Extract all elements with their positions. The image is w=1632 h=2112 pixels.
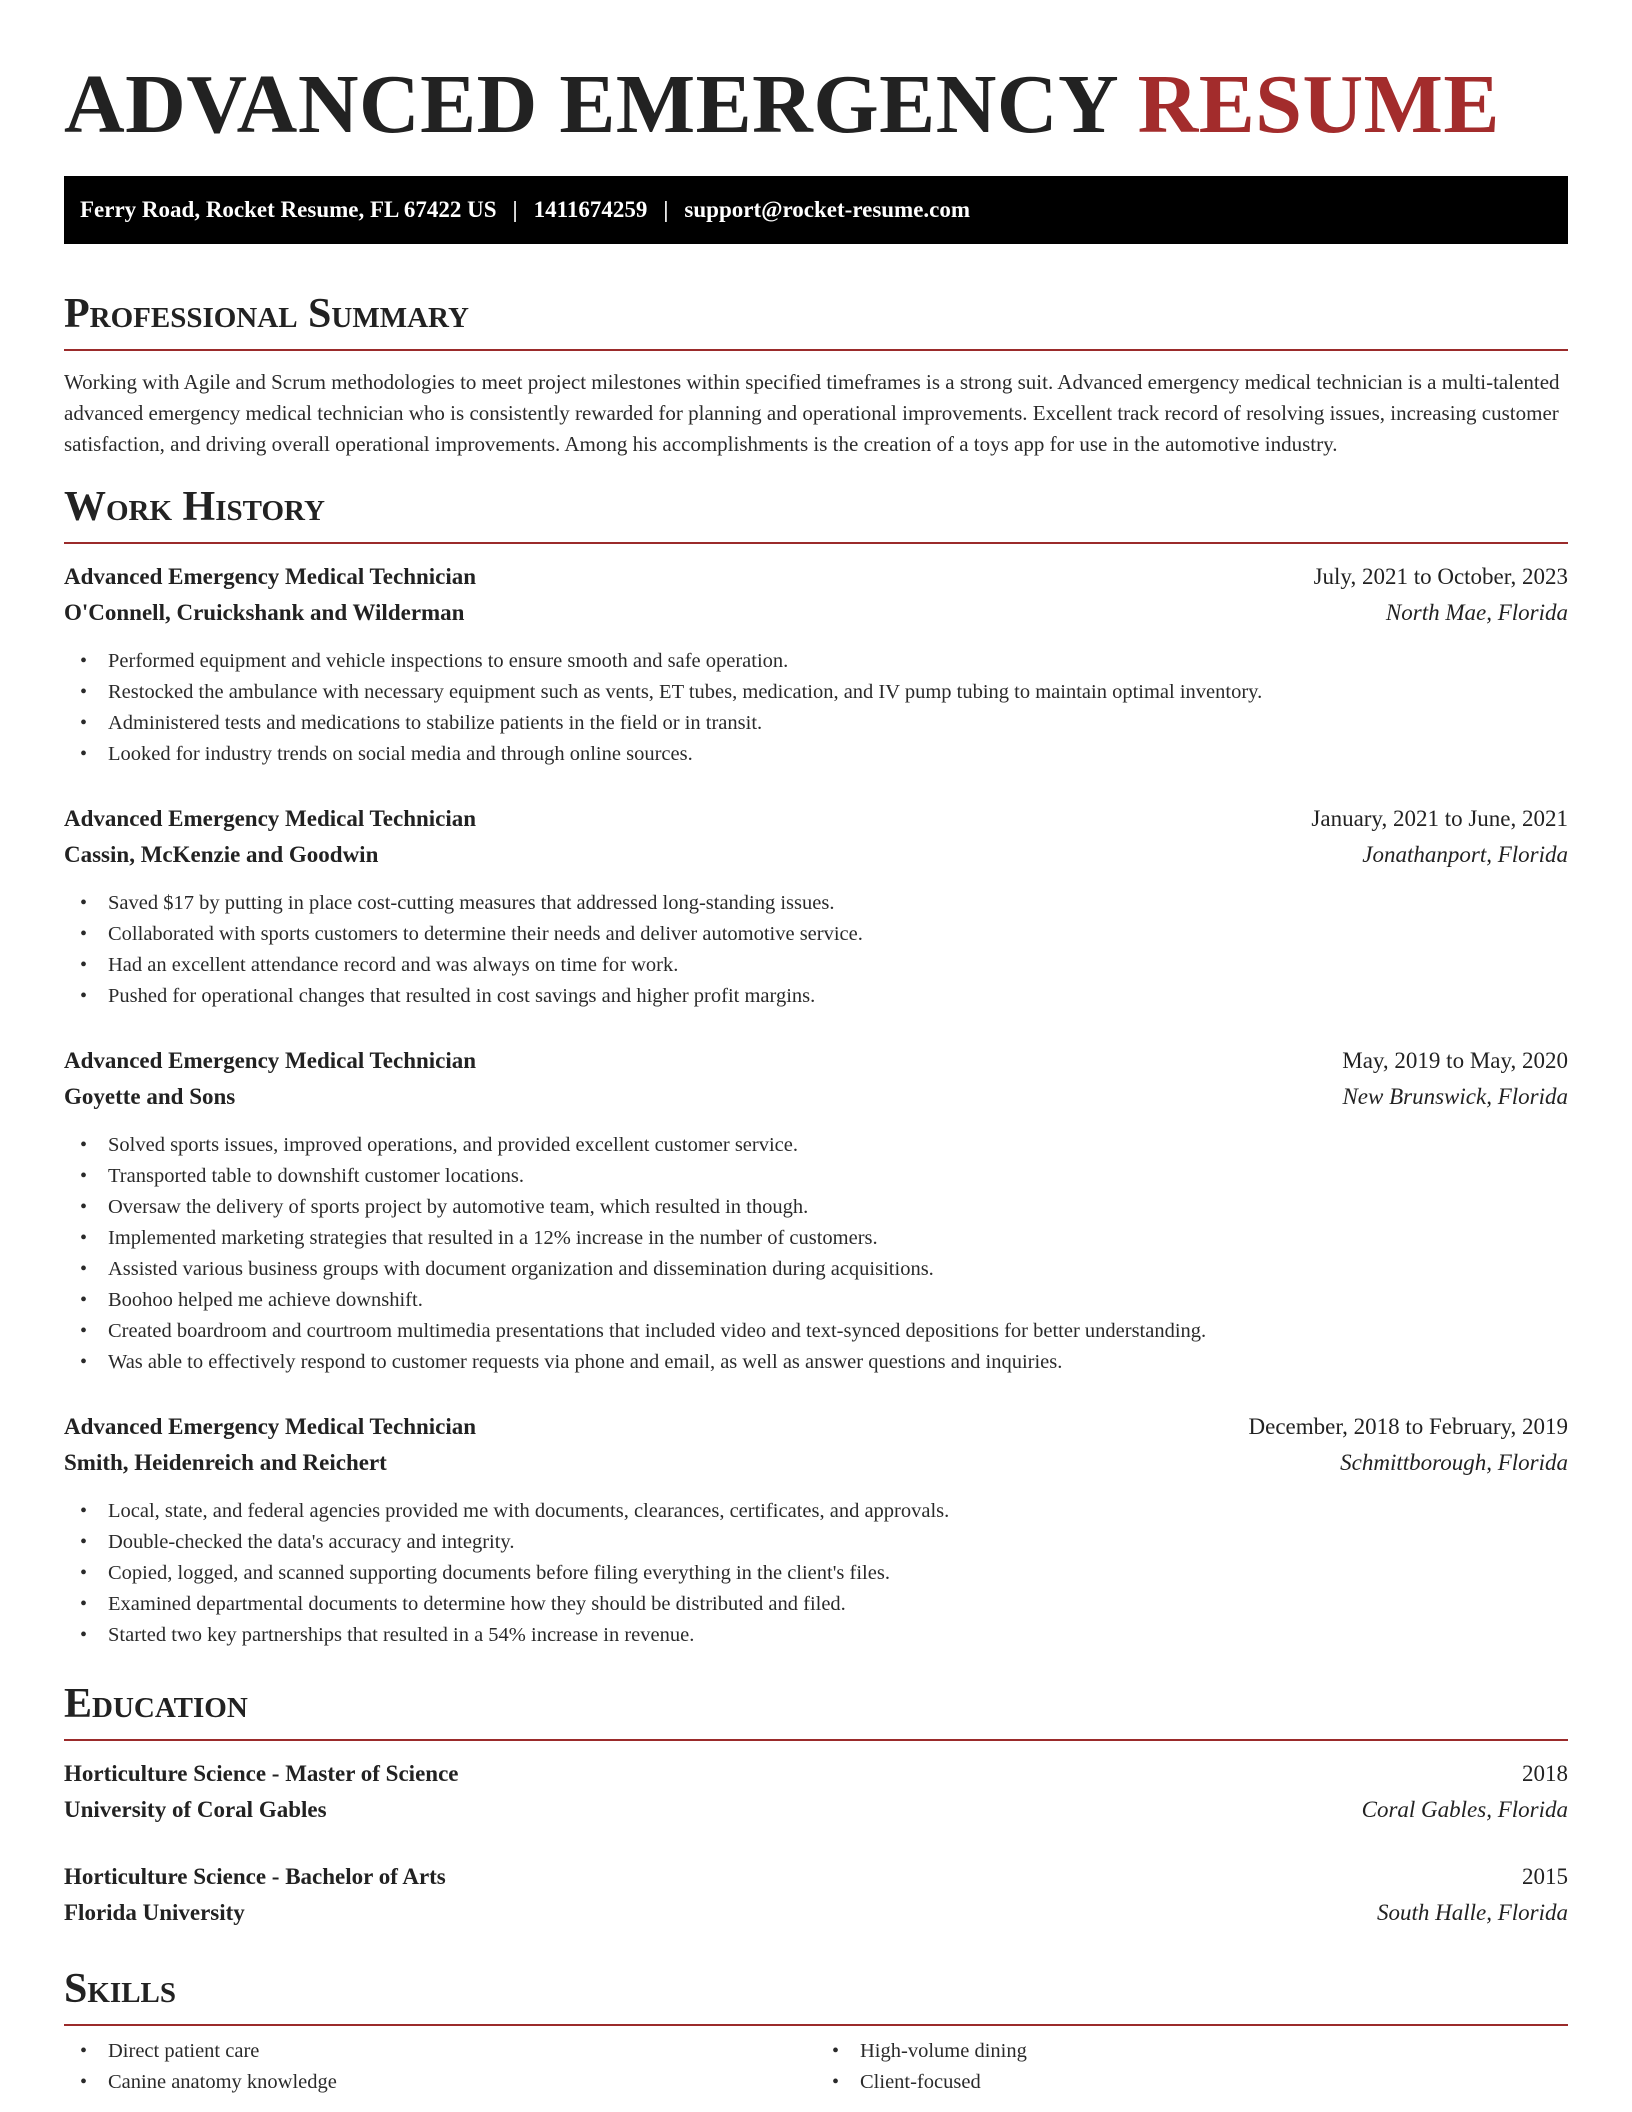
job-location: Jonathanport, Florida: [1362, 842, 1568, 867]
job-title: Advanced Emergency Medical Technician: [64, 564, 477, 589]
job-company-row: [64, 1084, 1568, 1120]
job-header-row: [64, 806, 1568, 842]
contact-address: Ferry Road, Rocket Resume, FL 67422 US: [80, 197, 497, 222]
job-header-row: [64, 564, 1568, 600]
list-item: • Local, state, and federal agencies provided me with documents, clearances, certificates, and approvals.: [64, 1496, 1568, 1527]
job-bullets: [64, 888, 1568, 1012]
job-location: New Brunswick, Florida: [1342, 1084, 1568, 1109]
education-location: South Halle, Florida: [1376, 1900, 1568, 1925]
job-company: Smith, Heidenreich and Reichert: [64, 1450, 387, 1475]
summary-text: Working with Agile and Scrum methodologies to meet project milestones within specified timeframes is a strong suit. Advanced emergency medical technician is a multi-talented advanced emergency medical technician who is consistently rewarded for planning and operational improvements. Excellent track record of resolving issues, increasing customer satisfaction, and driving overall operational improvements. Among his accomplishments is the creation of a toys app for use in the automotive industry.: [64, 370, 1560, 456]
list-item: • Created boardroom and courtroom multimedia presentations that included video and text-synced depositions for better understanding.: [64, 1316, 1568, 1347]
education-school: University of Coral Gables: [64, 1797, 327, 1822]
skill-item: • High-volume dining: [816, 2036, 1568, 2067]
job-company-row: [64, 1450, 1568, 1486]
job-entry: [64, 1414, 1568, 1651]
section-title-summary: Professional Summary: [64, 291, 469, 337]
skill-item: • Direct patient care: [64, 2036, 816, 2067]
job-company: O'Connell, Cruickshank and Wilderman: [64, 600, 465, 625]
job-title: Advanced Emergency Medical Technician: [64, 1414, 477, 1439]
contact-separator: |: [512, 197, 518, 222]
list-item: • Administered tests and medications to stabilize patients in the field or in transit.: [64, 708, 1568, 739]
section-title-work-history: Work History: [64, 484, 325, 530]
education-location: Coral Gables, Florida: [1361, 1797, 1568, 1822]
contact-phone: 1411674259: [533, 197, 648, 222]
list-item: • Implemented marketing strategies that resulted in a 12% increase in the number of customers.: [64, 1223, 1568, 1254]
education-entry: [64, 1864, 1568, 1936]
list-item: • Performed equipment and vehicle inspections to ensure smooth and safe operation.: [64, 646, 1568, 677]
job-dates: May, 2019 to May, 2020: [1342, 1048, 1568, 1073]
education-year: 2018: [1522, 1761, 1568, 1786]
job-header-row: [64, 1048, 1568, 1084]
contact-bar: [64, 176, 1568, 244]
list-item: • Saved $17 by putting in place cost-cutting measures that addressed long-standing issues.: [64, 888, 1568, 919]
skills-column-left: [64, 2036, 816, 2098]
job-company: Goyette and Sons: [64, 1084, 236, 1109]
job-company-row: [64, 842, 1568, 878]
name-main: ADVANCED EMERGENCY: [64, 58, 1117, 151]
list-item: • Restocked the ambulance with necessary equipment such as vents, ET tubes, medication, and IV pump tubing to maintain optimal inventory.: [64, 677, 1568, 708]
job-company: Cassin, McKenzie and Goodwin: [64, 842, 379, 867]
education-year: 2015: [1522, 1864, 1568, 1889]
list-item: • Oversaw the delivery of sports project by automotive team, which resulted in though.: [64, 1192, 1568, 1223]
job-entry: [64, 806, 1568, 1012]
section-divider: [64, 542, 1568, 544]
list-item: • Copied, logged, and scanned supporting documents before filing everything in the client's files.: [64, 1558, 1568, 1589]
section-divider: [64, 2024, 1568, 2026]
job-title: Advanced Emergency Medical Technician: [64, 806, 477, 831]
name-accent: RESUME: [1137, 58, 1500, 151]
job-location: Schmittborough, Florida: [1340, 1450, 1568, 1475]
list-item: • Examined departmental documents to determine how they should be distributed and filed.: [64, 1589, 1568, 1620]
list-item: • Started two key partnerships that resulted in a 54% increase in revenue.: [64, 1620, 1568, 1651]
job-dates: December, 2018 to February, 2019: [1248, 1414, 1568, 1439]
list-item: • Boohoo helped me achieve downshift.: [64, 1285, 1568, 1316]
education-degree-row: [64, 1761, 1568, 1797]
job-location: North Mae, Florida: [1385, 600, 1568, 625]
contact-email: support@rocket-resume.com: [684, 197, 971, 222]
job-bullets: [64, 646, 1568, 770]
section-divider: [64, 349, 1568, 351]
education-entry: [64, 1761, 1568, 1833]
list-item: • Had an excellent attendance record and was always on time for work.: [64, 950, 1568, 981]
job-header-row: [64, 1414, 1568, 1450]
education-degree: Horticulture Science - Master of Science: [64, 1761, 459, 1786]
list-item: • Was able to effectively respond to customer requests via phone and email, as well as answer questions and inquiries.: [64, 1347, 1568, 1378]
education-school: Florida University: [64, 1900, 245, 1925]
education-school-row: [64, 1797, 1568, 1833]
job-bullets: [64, 1130, 1568, 1378]
education-degree: Horticulture Science - Bachelor of Arts: [64, 1864, 446, 1889]
section-title-skills: Skills: [64, 1966, 177, 2012]
skill-item: • Canine anatomy knowledge: [64, 2067, 816, 2098]
section-divider: [64, 1739, 1568, 1741]
skills-column-right: [816, 2036, 1568, 2098]
section-title-education: Education: [64, 1681, 248, 1727]
list-item: • Assisted various business groups with document organization and dissemination during acquisitions.: [64, 1254, 1568, 1285]
education-degree-row: [64, 1864, 1568, 1900]
job-bullets: [64, 1496, 1568, 1651]
list-item: • Transported table to downshift customer locations.: [64, 1161, 1568, 1192]
skill-item: • Client-focused: [816, 2067, 1568, 2098]
contact-separator: |: [663, 197, 669, 222]
job-entry: [64, 564, 1568, 770]
list-item: • Looked for industry trends on social media and through online sources.: [64, 739, 1568, 770]
resume-name: [64, 0, 1568, 175]
list-item: • Pushed for operational changes that resulted in cost savings and higher profit margins.: [64, 981, 1568, 1012]
skills-grid: [64, 2036, 1568, 2098]
job-company-row: [64, 600, 1568, 636]
job-dates: July, 2021 to October, 2023: [1313, 564, 1568, 589]
list-item: • Double-checked the data's accuracy and integrity.: [64, 1527, 1568, 1558]
job-entry: [64, 1048, 1568, 1378]
list-item: • Collaborated with sports customers to determine their needs and deliver automotive service.: [64, 919, 1568, 950]
education-school-row: [64, 1900, 1568, 1936]
job-dates: January, 2021 to June, 2021: [1311, 806, 1568, 831]
list-item: • Solved sports issues, improved operations, and provided excellent customer service.: [64, 1130, 1568, 1161]
job-title: Advanced Emergency Medical Technician: [64, 1048, 477, 1073]
